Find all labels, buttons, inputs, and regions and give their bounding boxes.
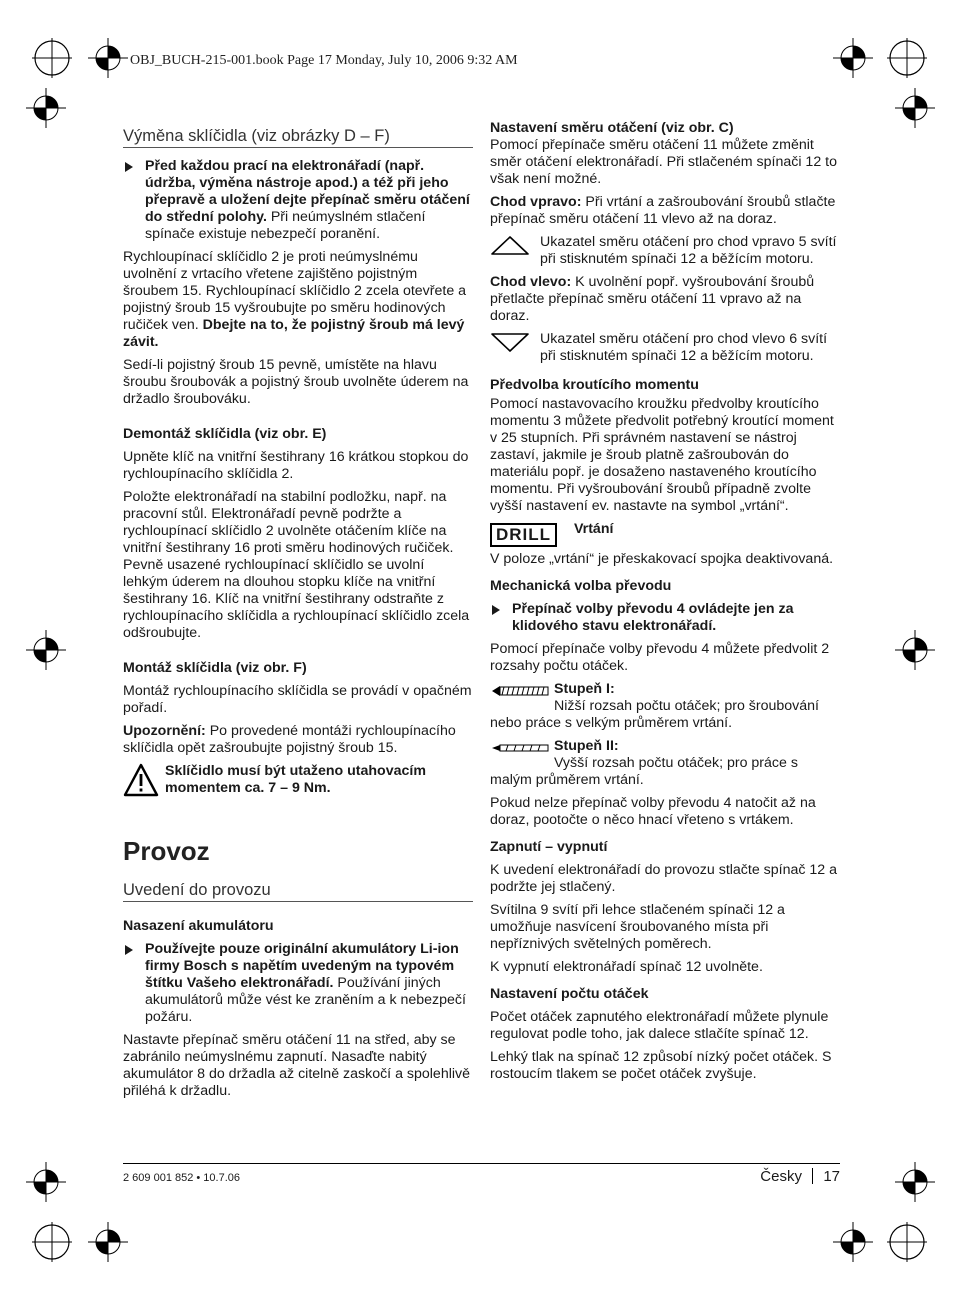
paragraph xyxy=(123,723,473,757)
left-rotation-indicator xyxy=(490,331,840,365)
paragraph: Nastavte přepínač směru otáčení 11 na střed, aby se zabránilo neúmyslnému zapnutí. Nasaďte nabitý akumulátor 8 do držadla až citelně zaskočí a spolehlivě přiléhá k držadlu. xyxy=(123,1032,470,1099)
section-title-uvedeni: Uvedení do provozu xyxy=(123,882,473,902)
crosshair-mark-icon xyxy=(833,1222,873,1262)
indicator-text: Ukazatel směru otáčení pro chod vlevo 6 svítí při stisknutém spínači 12 a běžícím motoru. xyxy=(540,331,828,364)
page-footer xyxy=(760,1168,840,1185)
subheading-moment: Předvolba kroutícího momentu xyxy=(490,377,699,393)
subheading-montaz: Montáž sklíčidla (viz obr. F) xyxy=(123,660,307,676)
paragraph: K uvedení elektronářadí do provozu stlačte spínač 12 a podržte jej stlačený. xyxy=(490,862,838,895)
bullet-rest-text: Používání jiných akumulátorů může vést ke zraněním a k nebezpečí požáru. xyxy=(145,975,466,1025)
paragraph: Pokud nelze přepínač volby převodu 4 natočit až na doraz, pootočte o něco hnací vřeteno s vrtákem. xyxy=(490,795,816,828)
crosshair-mark-icon xyxy=(26,1162,66,1202)
gear-low-icon xyxy=(490,684,550,698)
bullet-bold-text: Používejte pouze originální akumulátory Li-ion firmy Bosch s napětím uvedeným na typovém štítku Vašeho elektronářadí. xyxy=(145,941,459,991)
drill-label: Vrtání xyxy=(574,521,614,537)
paragraph-text: K uvolnění popř. vyšroubování šroubů přetlačte přepínač směru otáčení 11 vpravo až na doraz. xyxy=(490,274,815,324)
subheading-nasazeni: Nasazení akumulátoru xyxy=(123,918,274,934)
paragraph: V poloze „vrtání“ je přeskakovací spojka deaktivovaná. xyxy=(490,551,834,567)
paragraph: Upněte klíč na vnitřní šestihrany 16 krátkou stopkou do rychloupínacího sklíčidla 2. xyxy=(123,449,469,482)
registration-mark-icon xyxy=(32,38,72,78)
paragraph-text: Rychloupínací sklíčidlo 2 je proti neúmyslnému uvolnění z vrtacího vřetene zajištěno pojistným šroubem 15. Rychloupínací sklíčidlo 2 zcela otevřete a pojistný šroub 15 vyšroubujte po směru hodinových ručiček ven. xyxy=(123,249,467,333)
bullet-gear: Přepínač volby převodu 4 ovládejte jen za klidového stavu elektronářadí. xyxy=(490,601,840,635)
crosshair-mark-icon xyxy=(88,1222,128,1262)
footer-rule xyxy=(123,1163,840,1164)
paragraph: Pomocí přepínače volby převodu 4 můžete předvolit 2 rozsahy počtu otáček. xyxy=(490,641,830,674)
paragraph: Položte elektronářadí na stabilní podložku, např. na pracovní stůl. Elektronářadí pevně podržte a rychloupínací sklíčidlo 2 uvolněte otáčením klíče na vnitřní šestihrany 16 proti směru hodinových ručiček. Pevně usazené rychloupínací sklíčidlo se uvolní lehkým úderem na dlouhou stopku klíče na vnitřní šestihrany 16. Klíč na vnitřní šestihrany odstraňte z rychloupínacího sklíčidla a rychloupínací sklíčidlo zcela odšroubujte. xyxy=(123,489,470,641)
subheading-demontaz: Demontáž sklíčidla (viz obr. E) xyxy=(123,426,327,442)
chapter-title: Provoz xyxy=(123,836,210,866)
note-label: Upozornění: xyxy=(123,723,206,739)
crosshair-mark-icon xyxy=(895,88,935,128)
gear-level-2 xyxy=(490,738,840,789)
paragraph xyxy=(123,249,473,351)
triangle-down-icon xyxy=(490,331,530,353)
section-title-chuck: Výměna sklíčidla (viz obrázky D – F) xyxy=(123,128,473,148)
paragraph: Montáž rychloupínacího sklíčidla se provádí v opačném pořadí. xyxy=(123,683,472,716)
label-right-rotation: Chod vpravo: xyxy=(490,194,582,210)
drill-mode xyxy=(490,521,840,545)
warning-icon xyxy=(123,763,159,797)
gear-level-1-title: Stupeň I: xyxy=(554,681,615,697)
page-number: 17 xyxy=(823,1168,840,1185)
subheading-smer: Nastavení směru otáčení (viz obr. C) xyxy=(490,120,734,136)
crosshair-mark-icon xyxy=(26,88,66,128)
warning-block xyxy=(123,763,473,797)
left-column xyxy=(123,128,473,1106)
bullet-battery xyxy=(123,941,473,1026)
subheading-otacky: Nastavení počtu otáček xyxy=(490,986,649,1002)
drill-logo: DRILL xyxy=(490,523,557,547)
paragraph xyxy=(490,274,840,325)
crosshair-mark-icon xyxy=(88,38,128,78)
paragraph-text: Při vrtání a zašroubování šroubů stlačte přepínač směru otáčení 11 vlevo až na doraz. xyxy=(490,194,836,227)
crosshair-mark-icon xyxy=(833,38,873,78)
right-column xyxy=(490,120,840,1089)
registration-mark-icon xyxy=(887,1222,927,1262)
gear-level-1 xyxy=(490,681,840,732)
paragraph: Svítilna 9 svítí při lehce stlačeném spínači 12 a umožňuje nasvícení šroubovaného místa při nepříznivých světelných poměrech. xyxy=(490,902,785,952)
registration-mark-icon xyxy=(32,1222,72,1262)
note-text: Po provedené montáži rychloupínacího sklíčidla opět zašroubujte pojistný šroub 15. xyxy=(123,723,456,756)
bullet-bold-text: Před každou prací na elektronářadí (např. údržba, výměna nástroje apod.) a též při jeho přepravě a uložení dejte přepínač směru otáčení do střední polohy. xyxy=(145,158,470,225)
bullet-rest-text: Při neúmyslném stlačení spínače existuje nebezpečí poranění. xyxy=(145,209,426,242)
paragraph: Pomocí přepínače směru otáčení 11 můžete změnit směr otáčení elektronářadí. Při stlačeném spínači 12 to však není možné. xyxy=(490,137,837,187)
file-info-header: OBJ_BUCH-215-001.book Page 17 Monday, July 10, 2006 9:32 AM xyxy=(130,53,518,68)
crosshair-mark-icon xyxy=(895,1162,935,1202)
crosshair-mark-icon xyxy=(895,630,935,670)
subheading-mech: Mechanická volba převodu xyxy=(490,578,672,594)
bullet-safety-chuck xyxy=(123,158,473,243)
triangle-up-icon xyxy=(490,234,530,256)
subheading-zapnuti: Zapnutí – vypnutí xyxy=(490,839,608,855)
paragraph: Lehký tlak na spínač 12 způsobí nízký počet otáček. S rostoucím tlakem se počet otáček zvyšuje. xyxy=(490,1049,832,1082)
paragraph: Počet otáček zapnutého elektronářadí můžete plynule regulovat podle toho, jak dalece stlačíte spínač 12. xyxy=(490,1009,829,1042)
warning-text: Sklíčidlo musí být utaženo utahovacím momentem ca. 7 – 9 Nm. xyxy=(165,763,426,796)
registration-mark-icon xyxy=(887,38,927,78)
gear-level-2-title: Stupeň II: xyxy=(554,738,619,754)
paragraph xyxy=(490,194,840,228)
indicator-text: Ukazatel směru otáčení pro chod vpravo 5 svítí při stisknutém spínači 12 a běžícím motoru. xyxy=(540,234,837,267)
doc-number: 2 609 001 852 • 10.7.06 xyxy=(123,1172,241,1184)
gear-high-icon xyxy=(490,741,550,755)
crosshair-mark-icon xyxy=(26,630,66,670)
paragraph-bold-text: Dbejte na to, že pojistný šroub má levý závit. xyxy=(123,317,465,350)
paragraph: K vypnutí elektronářadí spínač 12 uvolněte. xyxy=(490,959,763,975)
label-left-rotation: Chod vlevo: xyxy=(490,274,572,290)
gear-level-2-text: Vyšší rozsah počtu otáček; pro práce s malým průměrem vrtání. xyxy=(490,755,798,788)
language-label: Česky xyxy=(760,1168,802,1185)
right-rotation-indicator xyxy=(490,234,840,268)
paragraph: Pomocí nastavovacího kroužku předvolby kroutícího momentu 3 můžete předvolit potřebný kroutící moment v 25 stupních. Při správném nastavení se nástroj zastaví, jakmile je šroub platně zašroubován do materiálu popř. je dosaženo nastaveného kroutícího momentu. Při vyšroubování šroubů případně zvolte vyšší nastavení ev. nastavte na symbol „vrtání“. xyxy=(490,396,834,514)
paragraph: Sedí-li pojistný šroub 15 pevně, umístěte na hlavu šroubu šroubovák a pojistný šroub uvolněte úderem na držadlo šroubováku. xyxy=(123,357,469,407)
gear-level-1-text: Nižší rozsah počtu otáček; pro šroubování nebo práce s velkým průměrem vrtání. xyxy=(490,698,819,731)
